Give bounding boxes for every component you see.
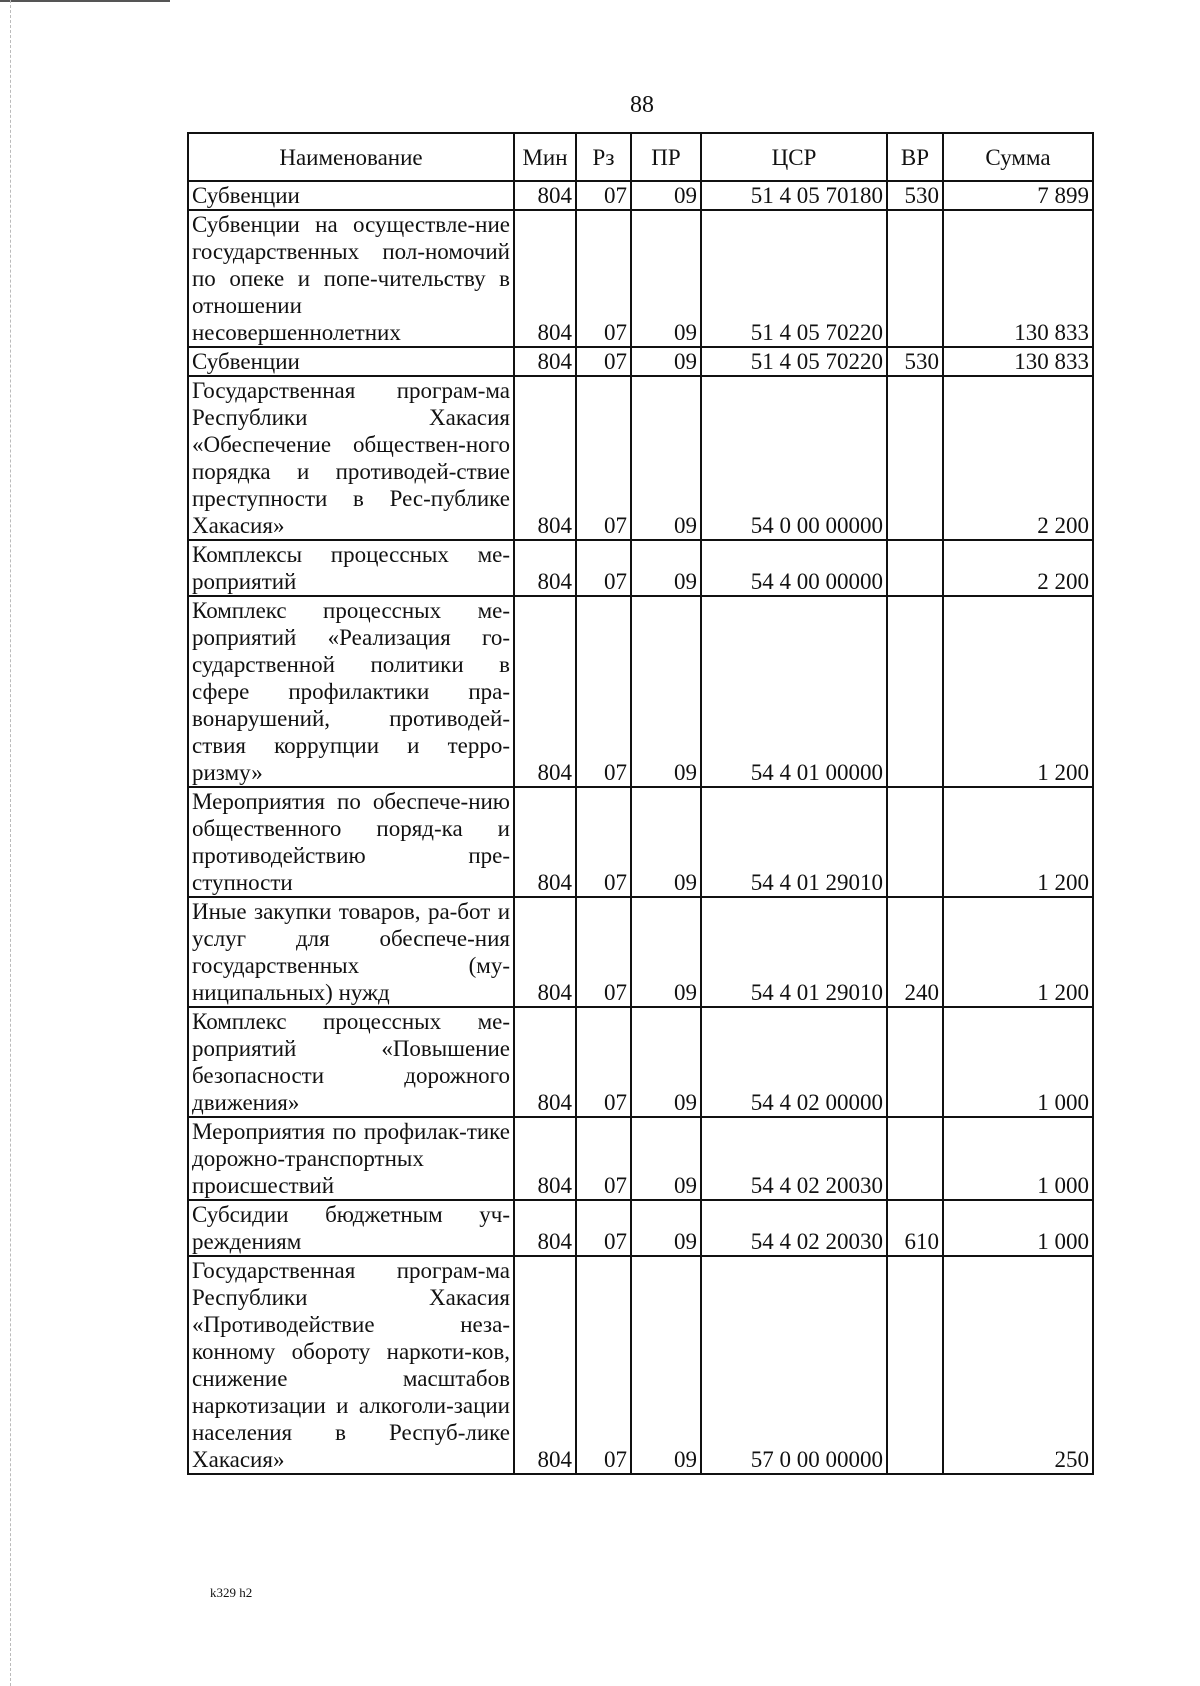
- cell-csr: 51 4 05 70220: [701, 347, 887, 376]
- cell-vr: 530: [887, 347, 943, 376]
- cell-rz: 07: [576, 210, 631, 347]
- cell-rz: 07: [576, 787, 631, 897]
- header-min: Мин: [514, 133, 576, 181]
- cell-rz: 07: [576, 376, 631, 540]
- header-csr: ЦСР: [701, 133, 887, 181]
- header-name: Наименование: [188, 133, 514, 181]
- table-row: [188, 1007, 1093, 1117]
- cell-sum: 250: [943, 1256, 1093, 1474]
- cell-min: 804: [514, 1007, 576, 1117]
- table-row: [188, 596, 1093, 787]
- scan-edge-top: [0, 0, 170, 2]
- cell-vr: 610: [887, 1200, 943, 1256]
- cell-min: 804: [514, 596, 576, 787]
- cell-min: 804: [514, 1256, 576, 1474]
- cell-csr: 54 4 02 20030: [701, 1200, 887, 1256]
- table-row: [188, 181, 1093, 210]
- cell-csr: 51 4 05 70220: [701, 210, 887, 347]
- cell-rz: 07: [576, 540, 631, 596]
- cell-sum: 2 200: [943, 376, 1093, 540]
- table-row: [188, 787, 1093, 897]
- cell-vr: [887, 1007, 943, 1117]
- cell-sum: 1 000: [943, 1117, 1093, 1200]
- cell-rz: 07: [576, 596, 631, 787]
- page-number: 88: [630, 92, 654, 118]
- cell-sum: 7 899: [943, 181, 1093, 210]
- cell-min: 804: [514, 787, 576, 897]
- cell-vr: [887, 210, 943, 347]
- cell-pr: 09: [631, 897, 701, 1007]
- cell-min: 804: [514, 540, 576, 596]
- cell-vr: [887, 540, 943, 596]
- table-row: [188, 210, 1093, 347]
- cell-min: 804: [514, 1117, 576, 1200]
- budget-table: [187, 132, 1094, 1475]
- header-pr: ПР: [631, 133, 701, 181]
- header-rz: Рз: [576, 133, 631, 181]
- cell-pr: 09: [631, 181, 701, 210]
- cell-sum: 1 200: [943, 787, 1093, 897]
- cell-csr: 54 4 01 00000: [701, 596, 887, 787]
- table-row: [188, 347, 1093, 376]
- cell-pr: 09: [631, 787, 701, 897]
- cell-name: Субвенции на осуществле-ние государственных пол-номочий по опеке и попе-чительству в отношении несовершеннолетних: [188, 210, 514, 347]
- cell-pr: 09: [631, 1200, 701, 1256]
- cell-pr: 09: [631, 210, 701, 347]
- cell-name: Государственная програм-ма Республики Хакасия «Противодействие неза-конному обороту наркоти-ков, снижение масштабов наркотизации и алкоголи-зации населения в Респуб-лике Хакасия»: [188, 1256, 514, 1474]
- table-row: [188, 1256, 1093, 1474]
- cell-csr: 51 4 05 70180: [701, 181, 887, 210]
- cell-csr: 57 0 00 00000: [701, 1256, 887, 1474]
- cell-min: 804: [514, 897, 576, 1007]
- cell-csr: 54 4 01 29010: [701, 897, 887, 1007]
- cell-name: Комплекс процессных ме-роприятий «Повышение безопасности дорожного движения»: [188, 1007, 514, 1117]
- cell-sum: 130 833: [943, 347, 1093, 376]
- scan-edge-left: [10, 0, 12, 1686]
- cell-name: Мероприятия по обеспече-нию общественного поряд-ка и противодействию пре-ступности: [188, 787, 514, 897]
- cell-sum: 130 833: [943, 210, 1093, 347]
- cell-sum: 1 000: [943, 1007, 1093, 1117]
- cell-sum: 1 000: [943, 1200, 1093, 1256]
- cell-pr: 09: [631, 1007, 701, 1117]
- cell-name: Субвенции: [188, 347, 514, 376]
- cell-vr: [887, 787, 943, 897]
- cell-rz: 07: [576, 1200, 631, 1256]
- cell-sum: 1 200: [943, 897, 1093, 1007]
- cell-vr: [887, 376, 943, 540]
- cell-csr: 54 4 00 00000: [701, 540, 887, 596]
- cell-min: 804: [514, 210, 576, 347]
- cell-pr: 09: [631, 540, 701, 596]
- cell-csr: 54 4 02 20030: [701, 1117, 887, 1200]
- cell-sum: 1 200: [943, 596, 1093, 787]
- cell-rz: 07: [576, 1117, 631, 1200]
- cell-rz: 07: [576, 1256, 631, 1474]
- cell-pr: 09: [631, 1117, 701, 1200]
- cell-name: Государственная програм-ма Республики Хакасия «Обеспечение обществен-ного порядка и противодей-ствие преступности в Рес-публике Хакасия»: [188, 376, 514, 540]
- table-body: [188, 181, 1093, 1474]
- cell-min: 804: [514, 181, 576, 210]
- table-header-row: [188, 133, 1093, 181]
- table-row: [188, 376, 1093, 540]
- cell-csr: 54 4 01 29010: [701, 787, 887, 897]
- cell-rz: 07: [576, 181, 631, 210]
- header-sum: Сумма: [943, 133, 1093, 181]
- cell-rz: 07: [576, 1007, 631, 1117]
- cell-vr: [887, 1256, 943, 1474]
- table-row: [188, 897, 1093, 1007]
- cell-min: 804: [514, 1200, 576, 1256]
- cell-rz: 07: [576, 347, 631, 376]
- footer-code: k329 h2: [210, 1585, 253, 1600]
- cell-vr: 530: [887, 181, 943, 210]
- cell-pr: 09: [631, 1256, 701, 1474]
- table-row: [188, 1200, 1093, 1256]
- table-row: [188, 1117, 1093, 1200]
- cell-name: Субсидии бюджетным уч-реждениям: [188, 1200, 514, 1256]
- cell-min: 804: [514, 376, 576, 540]
- cell-vr: [887, 1117, 943, 1200]
- cell-name: Комплекс процессных ме-роприятий «Реализация го-сударственной политики в сфере профилактики пра-вонарушений, противодей-ствия коррупции и терро-ризму»: [188, 596, 514, 787]
- cell-name: Комплексы процессных ме-роприятий: [188, 540, 514, 596]
- header-vr: ВР: [887, 133, 943, 181]
- cell-pr: 09: [631, 596, 701, 787]
- cell-vr: 240: [887, 897, 943, 1007]
- cell-min: 804: [514, 347, 576, 376]
- cell-rz: 07: [576, 897, 631, 1007]
- cell-name: Мероприятия по профилак-тике дорожно-транспортных происшествий: [188, 1117, 514, 1200]
- cell-sum: 2 200: [943, 540, 1093, 596]
- cell-pr: 09: [631, 376, 701, 540]
- table-row: [188, 540, 1093, 596]
- cell-name: Субвенции: [188, 181, 514, 210]
- cell-name: Иные закупки товаров, ра-бот и услуг для обеспече-ния государственных (му-ниципальных) нужд: [188, 897, 514, 1007]
- cell-vr: [887, 596, 943, 787]
- cell-pr: 09: [631, 347, 701, 376]
- cell-csr: 54 0 00 00000: [701, 376, 887, 540]
- cell-csr: 54 4 02 00000: [701, 1007, 887, 1117]
